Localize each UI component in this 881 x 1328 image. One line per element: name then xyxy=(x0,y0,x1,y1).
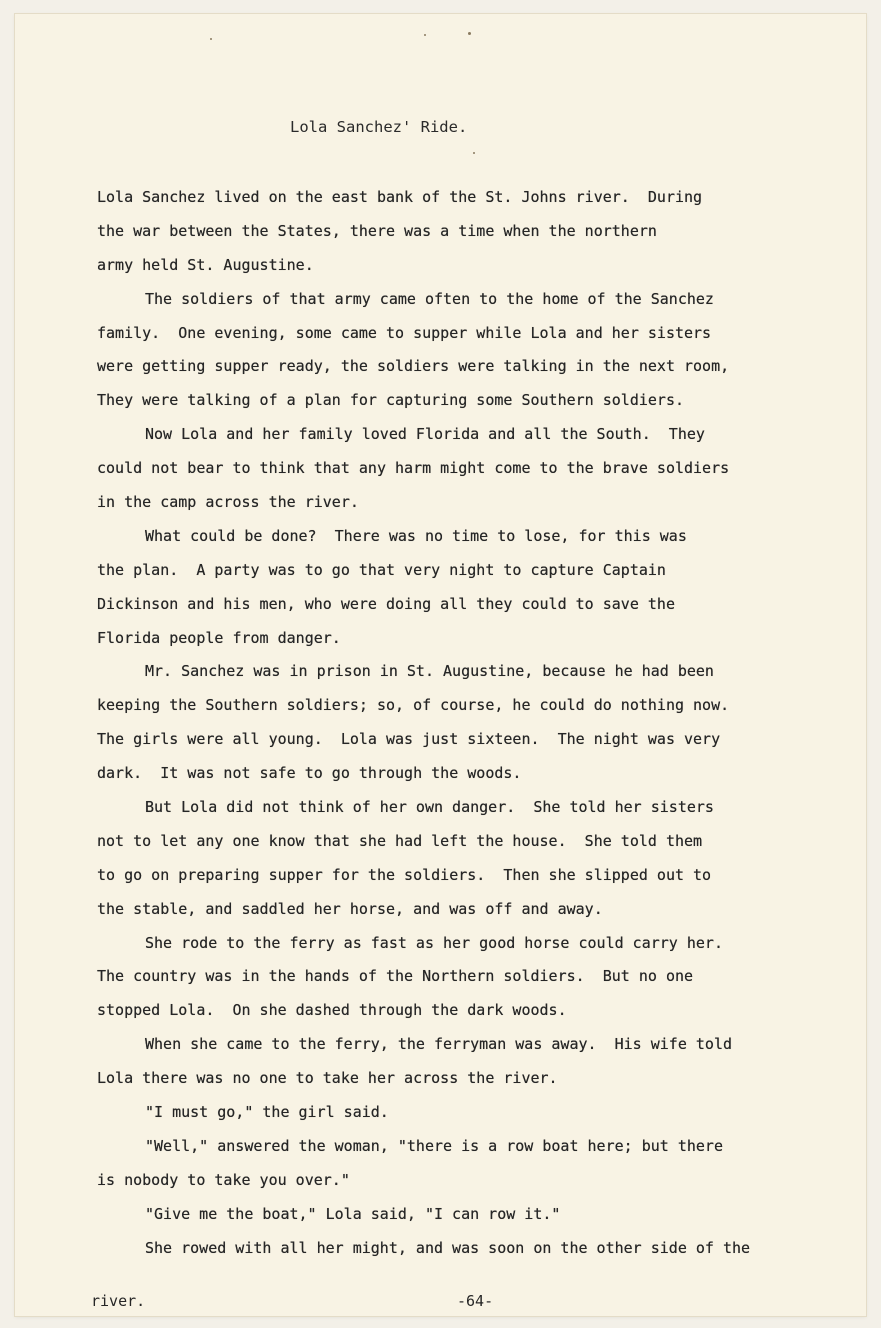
text-line: The girls were all young. Lola was just sixteen. The night was very xyxy=(97,730,721,749)
text-line: The country was in the hands of the Northern soldiers. But no one xyxy=(97,967,694,986)
text-line: in the camp across the river. xyxy=(97,493,359,512)
text-line: She rode to the ferry as fast as her good horse could carry her. xyxy=(145,933,723,952)
text-line: army held St. Augustine. xyxy=(97,255,314,274)
text-line: Mr. Sanchez was in prison in St. Augustine, because he had been xyxy=(145,662,714,681)
document-title: Lola Sanchez' Ride. xyxy=(290,118,468,136)
text-line: the war between the States, there was a time when the northern xyxy=(97,221,657,240)
text-line: When she came to the ferry, the ferryman was away. His wife told xyxy=(145,1035,732,1054)
document-body xyxy=(97,181,817,1266)
page-number: -64- xyxy=(457,1292,494,1310)
text-line: family. One evening, some came to supper while Lola and her sisters xyxy=(97,323,712,342)
text-line: They were talking of a plan for capturing some Southern soldiers. xyxy=(97,391,684,410)
text-line: Lola Sanchez lived on the east bank of the St. Johns river. During xyxy=(97,188,703,206)
document-page xyxy=(15,14,866,1316)
text-line: could not bear to think that any harm might come to the brave soldiers xyxy=(97,459,730,478)
text-line: the plan. A party was to go that very night to capture Captain xyxy=(97,560,666,579)
text-line: The soldiers of that army came often to the home of the Sanchez xyxy=(145,289,714,308)
text-line: dark. It was not safe to go through the woods. xyxy=(97,764,522,783)
text-line: She rowed with all her might, and was soon on the other side of the xyxy=(145,1238,751,1257)
paper-speck xyxy=(473,152,475,154)
text-line: is nobody to take you over." xyxy=(97,1170,350,1189)
text-line: "Well," answered the woman, "there is a row boat here; but there xyxy=(145,1136,723,1155)
text-line: Lola there was no one to take her across the river. xyxy=(97,1069,558,1088)
text-line: Dickinson and his men, who were doing all they could to save the xyxy=(97,594,675,613)
text-line: What could be done? There was no time to lose, for this was xyxy=(145,526,687,545)
paper-speck xyxy=(468,32,471,35)
text-line: Florida people from danger. xyxy=(97,628,341,647)
paper-speck xyxy=(424,34,426,36)
text-line: keeping the Southern soldiers; so, of course, he could do nothing now. xyxy=(97,696,730,715)
text-line: "I must go," the girl said. xyxy=(145,1103,389,1122)
text-line: to go on preparing supper for the soldiers. Then she slipped out to xyxy=(97,865,712,884)
paper-speck xyxy=(210,38,212,40)
text-line: "Give me the boat," Lola said, "I can row it." xyxy=(145,1204,561,1223)
text-line: stopped Lola. On she dashed through the dark woods. xyxy=(97,1001,567,1020)
last-text-line: river. xyxy=(91,1292,146,1310)
text-line: the stable, and saddled her horse, and was off and away. xyxy=(97,899,603,918)
text-line: But Lola did not think of her own danger. She told her sisters xyxy=(145,798,714,817)
text-line: not to let any one know that she had left the house. She told them xyxy=(97,831,703,850)
text-line: Now Lola and her family loved Florida and all the South. They xyxy=(145,425,705,444)
text-line: were getting supper ready, the soldiers were talking in the next room, xyxy=(97,357,730,376)
